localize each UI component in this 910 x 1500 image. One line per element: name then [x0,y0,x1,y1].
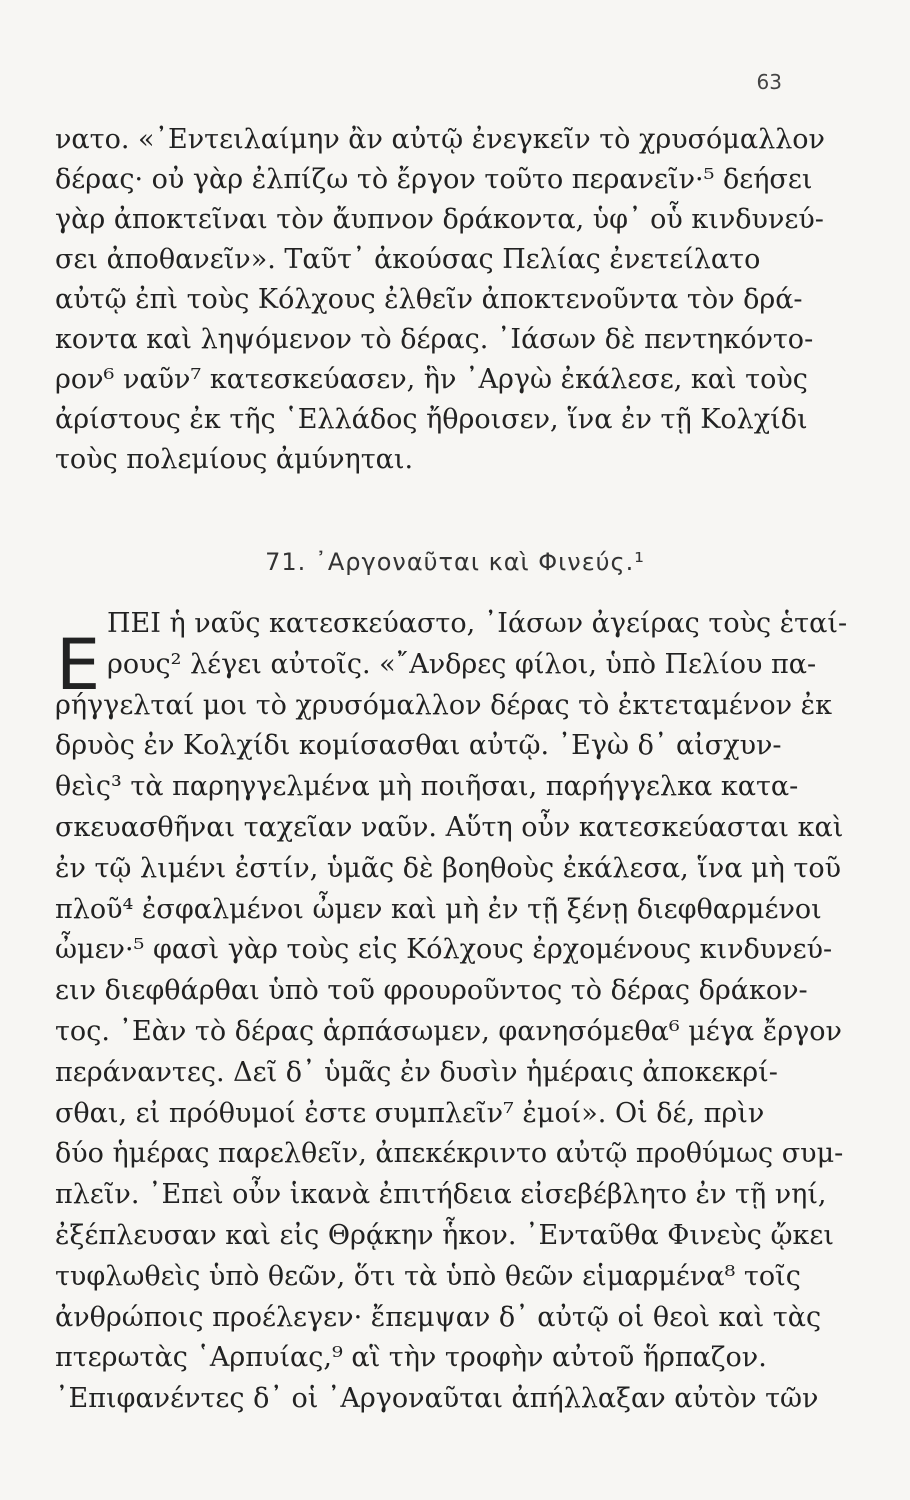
text-line: δέρας· οὐ γὰρ ἐλπίζω τὸ ἔργον τοῦτο περανεῖν·⁵ δεήσει [55,164,813,195]
paragraph-71 [55,604,848,1420]
text-line: αὐτῷ ἐπὶ τοὺς Κόλχους ἐλθεῖν ἀποκτενοῦντα τὸν δρά- [55,284,803,315]
text-line: σθαι, εἰ πρόθυμοί ἐστε συμπλεῖν⁷ ἐμοί». Οἱ δέ, πρὶν [55,1097,765,1129]
text-line: ἀνθρώποις προέλεγεν· ἔπεμψαν δ᾿ αὐτῷ οἱ θεοὶ καὶ τὰς [55,1301,822,1333]
text-line: γὰρ ἀποκτεῖναι τὸν ἄυπνον δράκοντα, ὑφ᾿ οὗ κινδυνεύ- [55,204,824,235]
paragraph-70-continuation [55,120,825,480]
text-line: νατο. «᾿Εντειλαίμην ἂν αὐτῷ ἐνεγκεῖν τὸ χρυσόμαλλον [55,124,825,155]
text-line: ὦμεν·⁵ φασὶ γὰρ τοὺς εἰς Κόλχους ἐρχομένους κινδυνεύ- [55,934,833,966]
text-line: δρυὸς ἐν Κολχίδι κομίσασθαι αὐτῷ. ᾿Εγὼ δ᾿ αἰσχυν- [55,730,782,762]
text-line: θεὶς³ τὰ παρηγγελμένα μὴ ποιῆσαι, παρήγγελκα κατα- [55,771,799,803]
text-line: ἐξέπλευσαν καὶ εἰς Θρᾴκην ἧκον. ᾿Ενταῦθα Φινεὺς ᾤκει [55,1219,834,1251]
text-line: πλοῦ⁴ ἐσφαλμένοι ὦμεν καὶ μὴ ἐν τῇ ξένῃ διεφθαρμένοι [55,893,822,925]
text-line: τοὺς πολεμίους ἀμύνηται. [55,444,414,475]
text-line: τυφλωθεὶς ὑπὸ θεῶν, ὅτι τὰ ὑπὸ θεῶν εἱμαρμένα⁸ τοῖς [55,1260,801,1292]
text-line: ρήγγελταί μοι τὸ χρυσόμαλλον δέρας τὸ ἐκτεταμένον ἐκ [55,689,832,721]
text-line: σκευασθῆναι ταχεῖαν ναῦν. Αὕτη οὖν κατεσκεύασται καὶ [55,811,844,843]
text-line: ΠΕΙ ἡ ναῦς κατεσκεύαστο, ᾿Ιάσων ἀγείρας τοὺς ἑταί- [107,608,848,639]
section-heading: 71. ᾿Αργοναῦται καὶ Φινεύς.¹ [265,548,645,576]
text-line: ειν διεφθάρθαι ὑπὸ τοῦ φρουροῦντος τὸ δέρας δράκον- [55,975,808,1007]
drop-cap: Ε [56,624,101,706]
text-line: κοντα καὶ ληψόμενον τὸ δέρας. ᾿Ιάσων δὲ πεντηκόντο- [55,324,814,355]
text-line: πλεῖν. ᾿Επεὶ οὖν ἱκανὰ ἐπιτήδεια εἰσεβέβλητο ἐν τῇ νηί, [55,1179,827,1211]
text-line: περάναντες. Δεῖ δ᾿ ὑμᾶς ἐν δυσὶν ἡμέραις ἀποκεκρί- [55,1056,778,1088]
text-line: ᾿Επιφανέντες δ᾿ οἱ ᾿Αργοναῦται ἀπήλλαξαν αὐτὸν τῶν [55,1383,819,1415]
text-line: σει ἀποθανεῖν». Ταῦτ᾿ ἀκούσας Πελίας ἐνετείλατο [55,244,761,275]
text-line: ρους² λέγει αὐτοῖς. «῎Ανδρες φίλοι, ὑπὸ Πελίου πα- [107,648,817,680]
page-number: 63 [756,70,782,94]
text-line: τος. ᾿Εὰν τὸ δέρας ἁρπάσωμεν, φανησόμεθα⁶ μέγα ἔργον [55,1015,842,1047]
text-line: ἀρίστους ἐκ τῆς ῾Ελλάδος ἤθροισεν, ἵνα ἐν τῇ Κολχίδι [55,404,808,435]
text-line: πτερωτὰς ῾Αρπυίας,⁹ αἳ τὴν τροφὴν αὐτοῦ ἥρπαζον. [55,1342,767,1374]
text-line: δύο ἡμέρας παρελθεῖν, ἀπεκέκριντο αὐτῷ προθύμως συμ- [55,1138,844,1170]
text-line: ἐν τῷ λιμένι ἐστίν, ὑμᾶς δὲ βοηθοὺς ἐκάλεσα, ἵνα μὴ τοῦ [55,852,842,884]
text-line: ρον⁶ ναῦν⁷ κατεσκεύασεν, ἣν ᾿Αργὼ ἐκάλεσε, καὶ τοὺς [55,364,808,395]
